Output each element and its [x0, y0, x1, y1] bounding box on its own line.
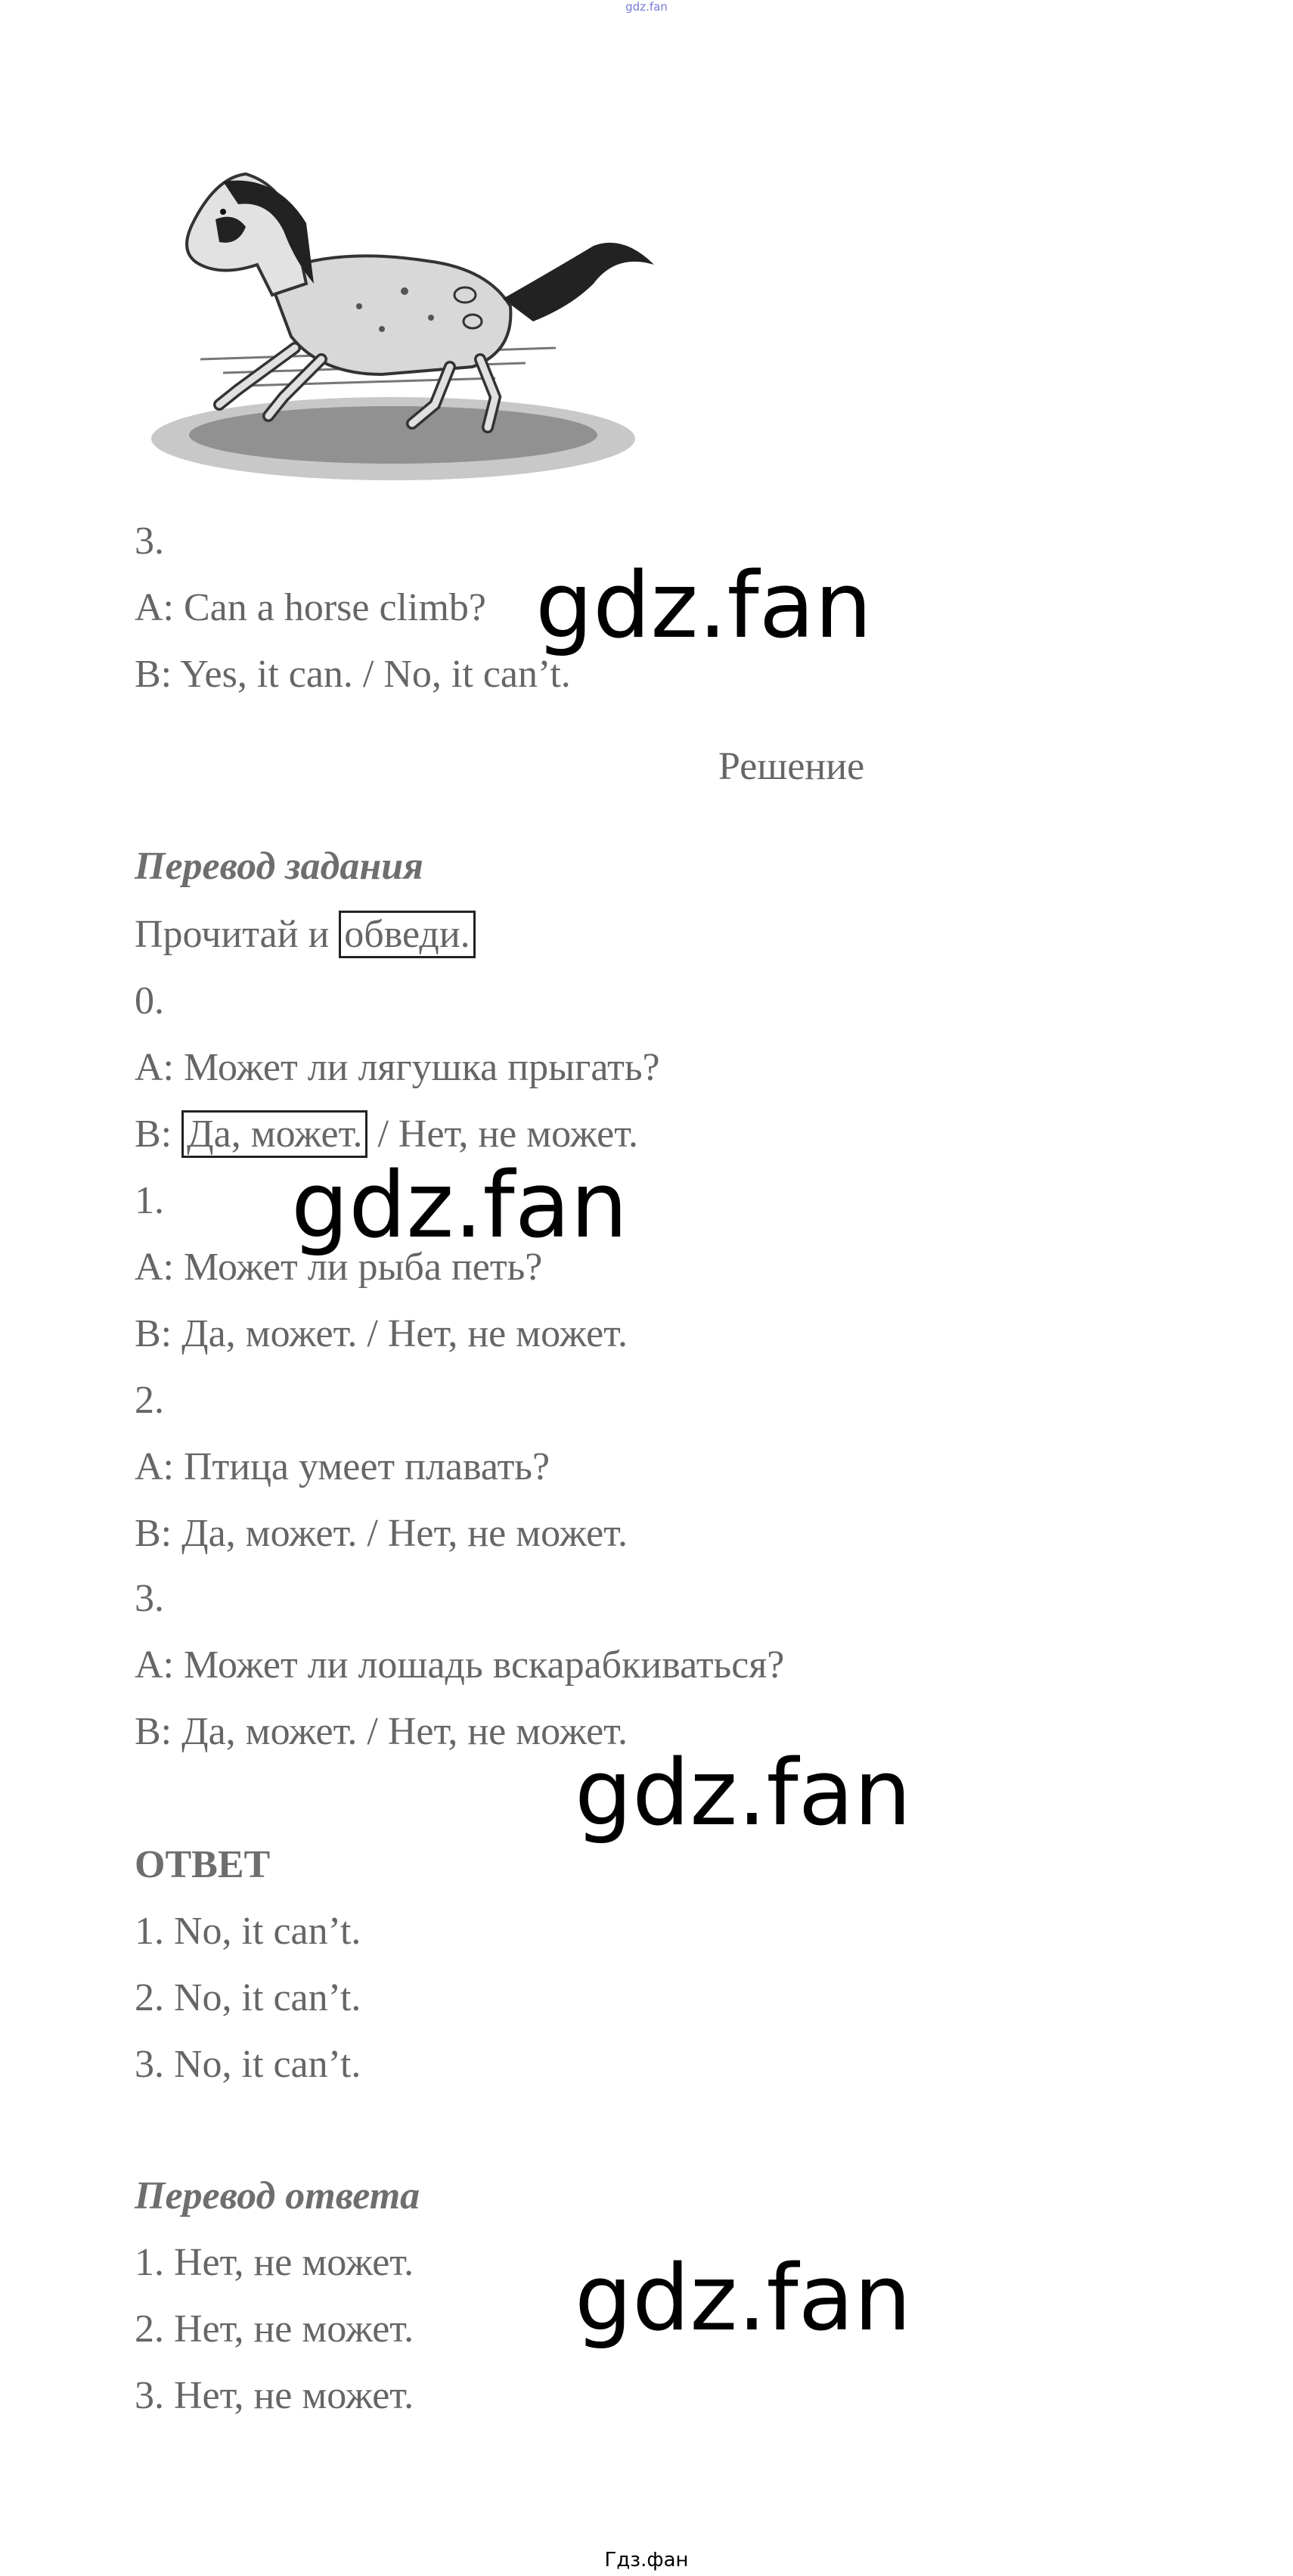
answer-translation-line-3: 3. Нет, не может.: [135, 2374, 414, 2417]
tr-item1-answer: B: Да, может. / Нет, не может.: [135, 1312, 628, 1355]
tr-item0-answer: [135, 1115, 638, 1154]
answer-translation-line-2: 2. Нет, не может.: [135, 2308, 414, 2351]
watermark: gdz.fan: [575, 1741, 912, 1846]
item3-answer: B: Yes, it can. / No, it can’t.: [135, 653, 571, 696]
tr-item2-number: 2.: [135, 1379, 164, 1422]
watermark: gdz.fan: [291, 1153, 628, 1259]
answer-line-2: 2. No, it can’t.: [135, 1976, 361, 2019]
tr-item0-answer-rest: / Нет, не может.: [367, 1113, 639, 1156]
watermark: gdz.fan: [535, 554, 873, 659]
answer-line-3: 3. No, it can’t.: [135, 2043, 361, 2086]
translation-instruction: [135, 915, 476, 954]
tr-item0-answer-boxed: Да, может.: [181, 1110, 367, 1158]
instruction-boxed: обведи.: [339, 911, 475, 958]
item3-number: 3.: [135, 520, 164, 563]
solution-label: Решение: [718, 745, 865, 788]
tr-item1-question: A: Может ли рыба петь?: [135, 1246, 543, 1289]
tr-item3-number: 3.: [135, 1577, 164, 1620]
tr-item0-question: A: Может ли лягушка прыгать?: [135, 1046, 660, 1089]
tr-item2-question: A: Птица умеет плавать?: [135, 1445, 550, 1488]
answer-line-1: 1. No, it can’t.: [135, 1910, 361, 1953]
watermark: gdz.fan: [575, 2246, 912, 2351]
answer-translation-title: Перевод ответа: [135, 2174, 420, 2218]
translation-title: Перевод задания: [135, 845, 423, 888]
answer-title: ОТВЕТ: [135, 1843, 271, 1886]
tr-item1-number: 1.: [135, 1179, 164, 1222]
tr-item0-answer-prefix: B:: [135, 1113, 182, 1156]
tr-item2-answer: B: Да, может. / Нет, не может.: [135, 1512, 628, 1555]
instruction-prefix: Прочитай и: [135, 913, 340, 956]
tr-item3-answer: B: Да, может. / Нет, не может.: [135, 1710, 628, 1753]
footer: Гдз.фан: [604, 2549, 689, 2571]
horse-illustration: [132, 132, 654, 495]
item3-question: A: Can a horse climb?: [135, 586, 486, 629]
top-link[interactable]: gdz.fan: [625, 0, 668, 14]
tr-item3-question: A: Может ли лошадь вскарабкиваться?: [135, 1643, 785, 1687]
answer-translation-line-1: 1. Нет, не может.: [135, 2241, 414, 2284]
tr-item0-number: 0.: [135, 979, 164, 1023]
